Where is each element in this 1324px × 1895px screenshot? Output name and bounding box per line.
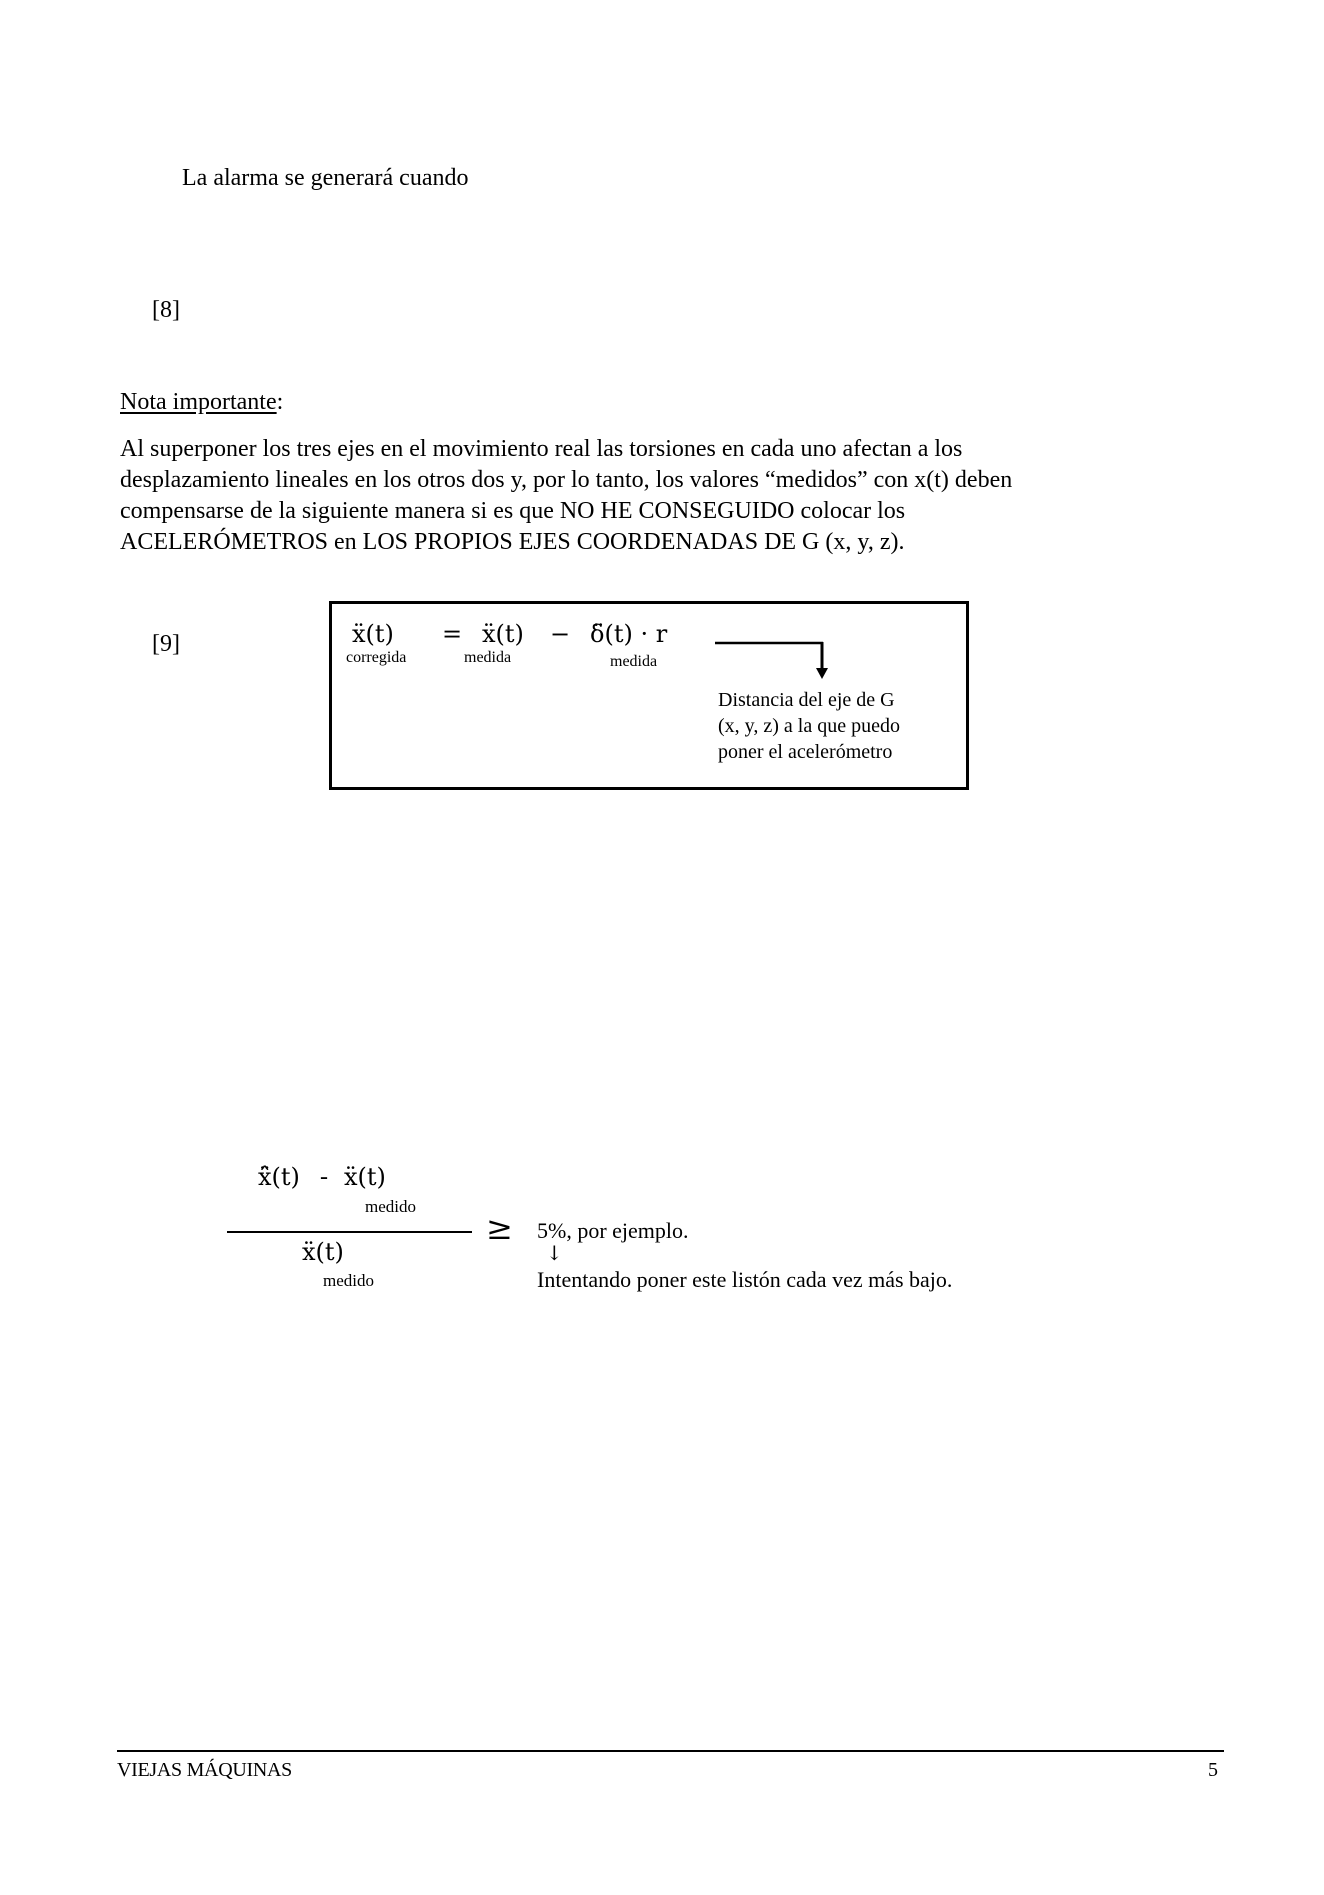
footer-rule: [117, 1750, 1224, 1752]
alarm-intro-text: La alarma se generará cuando: [182, 165, 469, 191]
equation-9-label: [9]: [152, 631, 180, 657]
numerator-measured-subscript: medido: [365, 1197, 416, 1216]
formula-minus: −: [550, 620, 571, 648]
formula-lhs-subscript: corregida: [346, 649, 407, 666]
denominator-measured: ẍ(t): [302, 1238, 344, 1266]
page-number: 5: [1208, 1759, 1218, 1781]
down-arrow-icon: ↓: [546, 1241, 563, 1265]
formula-lhs: ẍ(t): [352, 620, 394, 648]
fraction-line: [227, 1231, 472, 1233]
numerator-estimate: x̂̈(t): [258, 1163, 300, 1191]
paragraph-line: compensarse de la siguiente manera si es que NO HE CONSEGUIDO colocar los: [120, 498, 906, 524]
threshold-comment: Intentando poner este listón cada vez más bajo.: [537, 1267, 953, 1292]
paragraph-line: desplazamiento lineales en los otros dos y, por lo tanto, los valores “medidos” con x(t) deben: [120, 467, 1013, 493]
annotation-line: (x, y, z) a la que puedo: [718, 715, 900, 737]
numerator-minus: -: [320, 1164, 328, 1190]
note-heading-colon: :: [276, 389, 284, 415]
note-heading: [120, 390, 283, 414]
denominator-subscript: medido: [323, 1271, 374, 1290]
threshold-text: 5%, por ejemplo.: [537, 1218, 689, 1243]
note-heading-text: Nota importante: [120, 389, 277, 415]
numerator-measured: ẍ(t): [344, 1163, 386, 1191]
annotation-line: poner el acelerómetro: [718, 741, 893, 763]
equation-8-label: [8]: [152, 297, 180, 323]
annotation-line: Distancia del eje de G: [718, 689, 895, 711]
formula-term-1-subscript: medida: [464, 649, 512, 666]
formula-equals: =: [442, 620, 463, 648]
formula-term-2-subscript: medida: [610, 653, 658, 670]
paragraph-line: ACELERÓMETROS en LOS PROPIOS EJES COORDENADAS DE G (x, y, z).: [120, 529, 905, 555]
formula-box: [329, 601, 969, 790]
greater-equal-symbol: ≥: [486, 1209, 513, 1247]
formula-term-1: ẍ(t): [482, 620, 524, 648]
footer-title: VIEJAS MÁQUINAS: [117, 1759, 292, 1781]
formula-term-2: δ̈(t) · r: [590, 620, 668, 648]
paragraph-line: Al superponer los tres ejes en el movimiento real las torsiones en cada uno afectan a los: [120, 436, 963, 462]
